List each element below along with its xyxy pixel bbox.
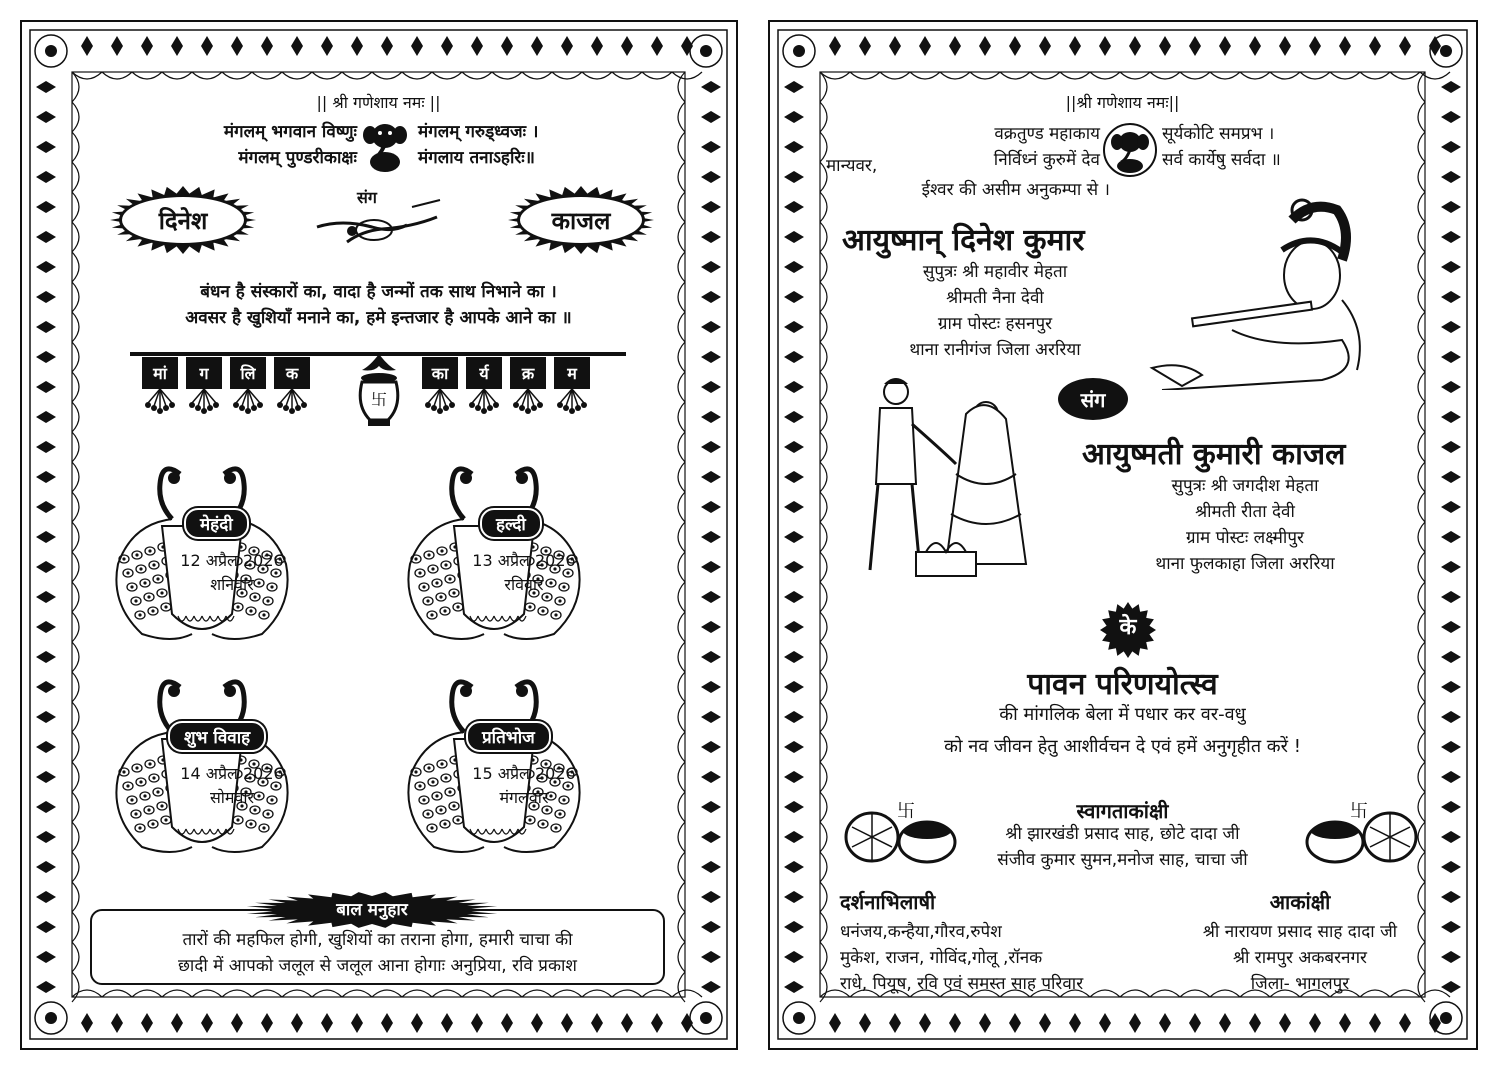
banner-letter: म: [554, 357, 590, 389]
left-card-page: [20, 20, 738, 1050]
aakanshi-line2: श्री रामपुर अकबरनगर: [1232, 948, 1368, 968]
darshan-title: दर्शनाभिलाषी: [840, 890, 936, 914]
bal-manuhar-line2: छादी में आपको जलूल से जलूल आना होगाः अनुप्रिया, रवि प्रकाश: [178, 956, 577, 976]
holding-hands-icon: [312, 197, 442, 257]
welcome-line1: श्री झारखंडी प्रसाद साह, छोटे दादा जी: [1005, 824, 1240, 844]
svg-text:卐: 卐: [370, 390, 388, 409]
ganesha-icon: [360, 118, 410, 174]
banner-letter: र्य: [466, 357, 502, 389]
shloka-left-line1: वक्रतुण्ड महाकाय: [994, 124, 1100, 144]
darshan-line3: राधे, पियूष, रवि एवं समस्त साह परिवार: [840, 974, 1084, 994]
event-date: 13 अप्रैल 2026: [472, 551, 576, 570]
groom-father: सुपुत्रः श्री महावीर मेहता: [922, 262, 1068, 282]
invocation-text: ||श्री गणेशाय नमः||: [1065, 93, 1180, 112]
event-card-vivah: [102, 677, 302, 867]
banner-letter: ग: [186, 357, 222, 389]
aakanshi-line1: श्री नारायण प्रसाद साह दादा जी: [1202, 922, 1398, 942]
darshan-line1: धनंजय,कन्हैया,गौरव,रुपेश: [840, 922, 1002, 942]
shloka-left-line2: मंगलम् पुण्डरीकाक्षः: [238, 148, 357, 168]
invite-line2: को नव जीवन हेतु आशीर्वचन दे एवं हमें अनुगृहीत करें !: [944, 736, 1301, 757]
groom-village: ग्राम पोस्टः हसनपुर: [937, 314, 1053, 334]
svg-text:卐: 卐: [1350, 801, 1368, 822]
bride-mother: श्रीमती रीता देवी: [1195, 502, 1295, 522]
event-date: 14 अप्रैल 2026: [180, 764, 284, 783]
couplet-line2: अवसर है खुशियाँ मनाने का, हमे इन्तजार है आपके आने का ॥: [185, 308, 572, 328]
sang-badge: संग: [1058, 378, 1128, 420]
bride-district: थाना फुलकाहा जिला अररिया: [1155, 554, 1335, 574]
ganesha-icon: [1102, 120, 1158, 180]
krishna-flute-illustration: [1142, 190, 1382, 390]
groom-title: आयुष्मान् दिनेश कुमार: [842, 223, 1085, 258]
welcome-line2: संजीव कुमार सुमन,मनोज साह, चाचा जी: [997, 850, 1248, 870]
occasion-title: पावन परिणयोत्स्व: [1027, 667, 1218, 702]
bride-father: सुपुत्रः श्री जगदीश मेहता: [1171, 476, 1319, 496]
aakanshi-title: आकांक्षी: [1269, 890, 1331, 914]
ke-label: के: [1119, 615, 1137, 640]
event-date: 15 अप्रैल 2026: [472, 764, 576, 783]
right-card-page: [768, 20, 1478, 1050]
banner-letter: मां: [142, 357, 178, 389]
shloka-right-line1: सूर्यकोटि समप्रभ ।: [1162, 124, 1275, 144]
banner-tassels-left: [142, 389, 310, 429]
invite-line1: की मांगलिक बेला में पधार कर वर-वधु: [999, 704, 1246, 725]
event-name: मेहंदी: [184, 508, 249, 539]
banner-letter: लि: [230, 357, 266, 389]
groom-district: थाना रानीगंज जिला अररिया: [909, 340, 1081, 360]
groom-name-oval: दिनेश: [119, 194, 247, 246]
blessing-line: ईश्वर की असीम अनुकम्पा से ।: [921, 180, 1110, 200]
event-name: हल्दी: [480, 508, 542, 539]
event-name: शुभ विवाह: [168, 721, 266, 752]
banner-letter: क्र: [510, 357, 546, 389]
event-card-mehndi: [102, 464, 302, 654]
salutation: मान्यवर,: [826, 156, 878, 176]
welcome-title: स्वागताकांक्षी: [1076, 799, 1169, 823]
shloka-right-line2: सर्व कार्येषु सर्वदा ॥: [1162, 150, 1281, 170]
banner-tassels-right: [422, 389, 590, 429]
groom-mother: श्रीमती नैना देवी: [946, 288, 1044, 308]
event-card-haldi: [394, 464, 594, 654]
event-date: 12 अप्रैल 2026: [180, 551, 284, 570]
bride-groom-illustration: [856, 374, 1066, 584]
shloka-left-line1: मंगलम् भगवान विष्णुः: [223, 122, 357, 142]
sang-label: संग: [357, 188, 377, 207]
shloka-right-line2: मंगलाय तनाऽहरिः॥: [418, 148, 535, 168]
shloka-left-line2: निर्विध्नं कुरुमें देव: [993, 150, 1100, 170]
event-name: प्रतिभोज: [466, 721, 551, 752]
event-card-pratibhoj: [394, 677, 594, 867]
aakanshi-line3: जिला- भागलपुर: [1250, 974, 1350, 994]
svg-text:卐: 卐: [897, 801, 915, 822]
event-day: सोमवार: [209, 788, 255, 807]
bride-name-oval: काजल: [517, 194, 645, 246]
event-day: मंगलवार: [499, 788, 549, 807]
event-day: रविवार: [504, 575, 544, 594]
banner-mangalik: [142, 357, 310, 389]
bride-village: ग्राम पोस्टः लक्ष्मीपुर: [1186, 528, 1304, 548]
couplet-line1: बंधन है संस्कारों का, वादा है जन्मों तक साथ निभाने का ।: [200, 282, 557, 302]
invocation-text: || श्री गणेशाय नमः ||: [316, 93, 441, 112]
kalash-icon: [350, 350, 408, 432]
banner-karyakram: [422, 357, 590, 389]
event-day: शनिवार: [210, 575, 254, 594]
bal-manuhar-line1: तारों की महफिल होगी, खुशियों का तराना होगा, हमारी चाचा की: [182, 930, 573, 950]
banner-letter: का: [422, 357, 458, 389]
bride-title: आयुष्मती कुमारी काजल: [1082, 437, 1346, 472]
bal-manuhar-title: बाल मनुहार: [336, 900, 408, 920]
banner-letter: क: [274, 357, 310, 389]
shloka-right-line1: मंगलम् गरुड्ध्वजः ।: [418, 122, 539, 142]
darshan-line2: मुकेश, राजन, गोविंद,गोलू ,रॉनक: [840, 948, 1043, 968]
